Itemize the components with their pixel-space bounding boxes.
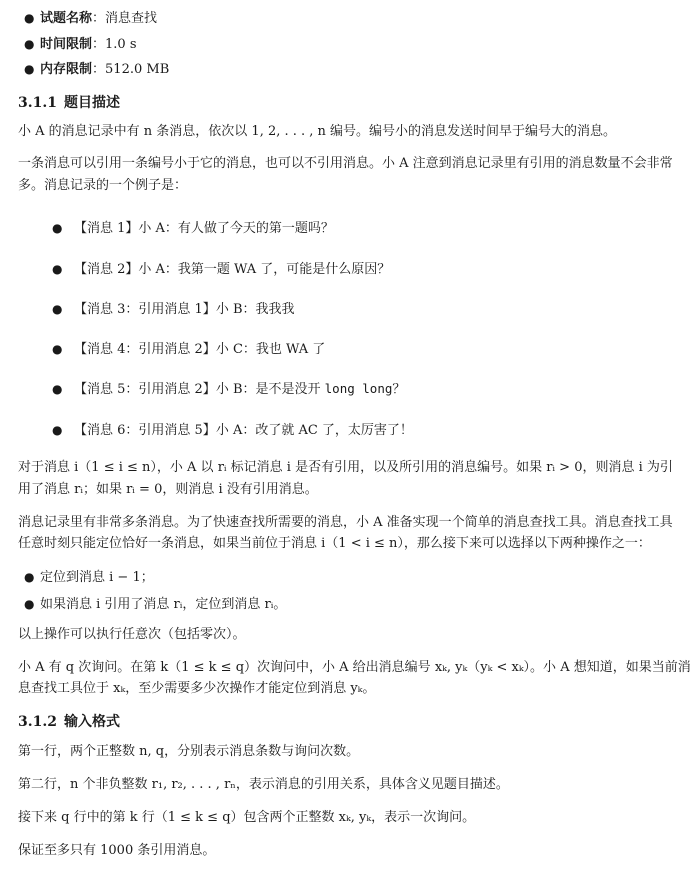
message-text: 小 B：我我我 bbox=[215, 302, 295, 317]
message-example bbox=[52, 258, 390, 277]
paragraph-line: 小 A 有 q 次询问。在第 k（1 ≤ k ≤ q）次询问中，小 A 给出消息编号 xₖ, yₖ（yₖ < xₖ）。小 A 想知道，如果当前消 bbox=[18, 660, 691, 675]
paragraph-line: 对于消息 i（1 ≤ i ≤ n），小 A 以 rᵢ 标记消息 i 是否有引用，以及所引用的消息编号。如果 rᵢ > 0，则消息 i 为引 bbox=[18, 460, 673, 475]
message-text: 小 B：是不是没开 bbox=[215, 382, 325, 397]
paragraph: 第二行，n 个非负整数 r₁, r₂, . . . , rₙ，表示消息的引用关系，具体含义见题目描述。 bbox=[18, 777, 509, 792]
section-number: 3.1.1 bbox=[18, 95, 57, 111]
message-tag: 【消息 1】 bbox=[74, 221, 139, 236]
message-text: 小 A：有人做了今天的第一题吗？ bbox=[138, 221, 334, 236]
meta-value: 512.0 MB bbox=[105, 62, 170, 77]
operation-item bbox=[24, 593, 286, 612]
message-text: 小 A：改了就 AC 了，太厉害了！ bbox=[215, 423, 413, 438]
paragraph: 小 A 的消息记录中有 n 条消息，依次以 1, 2, . . . , n 编号。编号小的消息发送时间早于编号大的消息。 bbox=[18, 124, 617, 139]
bullet-dot-icon: ● bbox=[52, 262, 63, 276]
paragraph-line: 多。消息记录的一个例子是： bbox=[18, 178, 188, 193]
message-text-after: ？ bbox=[392, 382, 406, 397]
paragraph: 第一行，两个正整数 n, q，分别表示消息条数与询问次数。 bbox=[18, 744, 360, 759]
meta-item-time: ● 时间限制：1.0 s bbox=[24, 37, 137, 52]
bullet-dot-icon: ● bbox=[24, 11, 35, 25]
bullet-dot-icon: ● bbox=[24, 570, 35, 584]
paragraph-line: 消息记录里有非常多条消息。为了快速查找所需要的消息，小 A 准备实现一个简单的消息查找工具。消息查找工具 bbox=[18, 515, 673, 530]
paragraph: 以上操作可以执行任意次（包括零次）。 bbox=[18, 627, 246, 642]
message-example bbox=[52, 298, 295, 317]
message-tag: 【消息 5：引用消息 2】 bbox=[74, 382, 216, 397]
message-example bbox=[52, 338, 325, 357]
message-text: 小 C：我也 WA 了 bbox=[215, 342, 326, 357]
meta-item-memory: ● 内存限制：512.0 MB bbox=[24, 62, 170, 77]
message-example bbox=[52, 419, 413, 438]
message-example bbox=[52, 378, 405, 397]
message-example bbox=[52, 217, 334, 236]
inline-code: long long bbox=[324, 381, 393, 396]
meta-value: 1.0 s bbox=[105, 37, 137, 52]
bullet-dot-icon: ● bbox=[52, 221, 63, 235]
bullet-dot-icon: ● bbox=[52, 382, 63, 396]
message-tag: 【消息 6：引用消息 5】 bbox=[74, 423, 216, 438]
section-heading-input bbox=[18, 711, 120, 731]
operation-item bbox=[24, 566, 154, 585]
paragraph-line: 任意时刻只能定位恰好一条消息，如果当前位于消息 i（1 < i ≤ n），那么接下来可以选择以下两种操作之一： bbox=[18, 536, 651, 551]
paragraph-line: 息查找工具位于 xₖ，至少需要多少次操作才能定位到消息 yₖ。 bbox=[18, 681, 376, 696]
bullet-dot-icon: ● bbox=[24, 597, 35, 611]
bullet-dot-icon: ● bbox=[52, 302, 63, 316]
meta-key: 试题名称 bbox=[40, 11, 93, 26]
paragraph: 接下来 q 行中的第 k 行（1 ≤ k ≤ q）包含两个正整数 xₖ, yₖ，表示一次询问。 bbox=[18, 810, 476, 825]
message-tag: 【消息 2】 bbox=[74, 262, 139, 277]
section-title: 题目描述 bbox=[64, 95, 120, 111]
meta-key: 内存限制 bbox=[40, 62, 93, 77]
bullet-dot-icon: ● bbox=[24, 62, 35, 76]
bullet-dot-icon: ● bbox=[24, 37, 35, 51]
paragraph-line: 用了消息 rᵢ；如果 rᵢ = 0，则消息 i 没有引用消息。 bbox=[18, 482, 318, 497]
paragraph: 保证至多只有 1000 条引用消息。 bbox=[18, 843, 216, 858]
message-text: 小 A：我第一题 WA 了，可能是什么原因？ bbox=[138, 262, 391, 277]
meta-key: 时间限制 bbox=[40, 37, 93, 52]
message-tag: 【消息 3：引用消息 1】 bbox=[74, 302, 216, 317]
meta-value: 消息查找 bbox=[105, 11, 158, 26]
section-number: 3.1.2 bbox=[18, 714, 57, 730]
section-heading-description bbox=[18, 92, 120, 112]
section-title: 输入格式 bbox=[64, 714, 120, 730]
bullet-dot-icon: ● bbox=[52, 423, 63, 437]
bullet-dot-icon: ● bbox=[52, 342, 63, 356]
operation-text: 如果消息 i 引用了消息 rᵢ，定位到消息 rᵢ。 bbox=[40, 597, 287, 612]
message-tag: 【消息 4：引用消息 2】 bbox=[74, 342, 216, 357]
paragraph-line: 一条消息可以引用一条编号小于它的消息，也可以不引用消息。小 A 注意到消息记录里有引用的消息数量不会非常 bbox=[18, 156, 673, 171]
operation-text: 定位到消息 i − 1； bbox=[40, 570, 154, 585]
meta-item-name: ● 试题名称：消息查找 bbox=[24, 11, 158, 26]
